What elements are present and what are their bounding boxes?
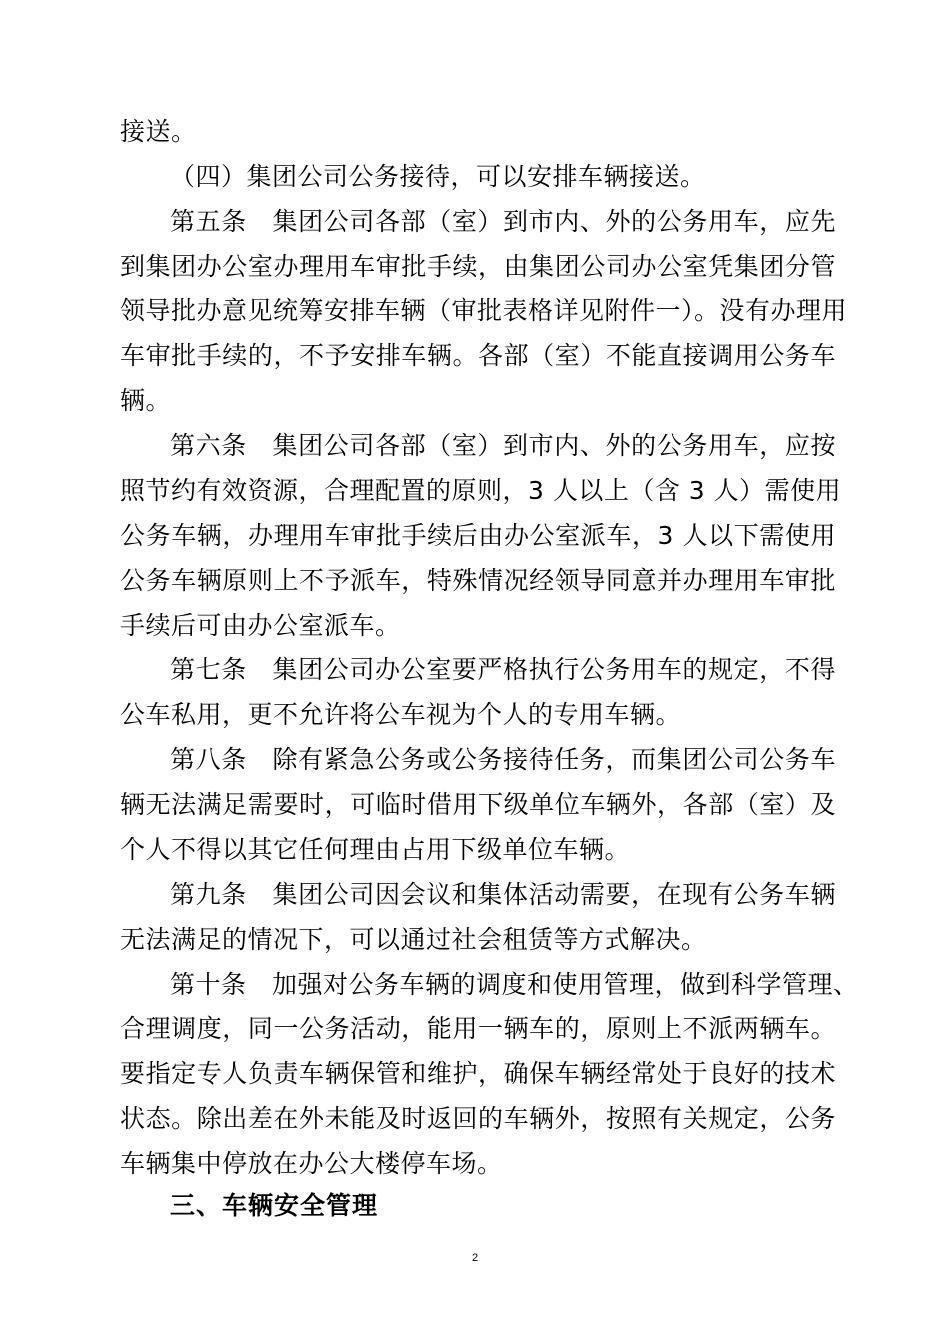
text-line: （四）集团公司公务接待，可以安排车辆接送。 [170, 162, 706, 191]
text-line: 公车私用，更不允许将公车视为个人的专用车辆。 [120, 700, 682, 729]
page-number: 2 [471, 1252, 479, 1264]
text-line: 照节约有效资源，合理配置的原则，3 人以上（含 3 人）需使用 [120, 476, 842, 505]
text-line: 到集团办公室办理用车审批手续，由集团公司办公室凭集团分管 [120, 252, 836, 281]
text-line: 车辆集中停放在办公大楼停车场。 [120, 1149, 503, 1178]
text-line: 第十条 加强对公务车辆的调度和使用管理，做到科学管理、 [170, 970, 859, 999]
text-line: 公务车辆原则上不予派车，特殊情况经领导同意并办理用车审批 [120, 566, 836, 595]
text-line: 公务车辆，办理用车审批手续后由办公室派车，3 人以下需使用 [120, 521, 836, 550]
text-line: 领导批办意见统筹安排车辆（审批表格详见附件一）。没有办理用 [120, 296, 848, 325]
text-line: 辆无法满足需要时，可临时借用下级单位车辆外，各部（室）及 [120, 790, 836, 819]
text-line: 手续后可由办公室派车。 [120, 611, 401, 640]
text-line: 辆。 [120, 386, 172, 415]
text-line: 合理调度，同一公务活动，能用一辆车的，原则上不派两辆车。 [120, 1014, 836, 1043]
text-line: 无法满足的情况下，可以通过社会租赁等方式解决。 [120, 925, 707, 954]
text-line: 第七条 集团公司办公室要严格执行公务用车的规定，不得 [170, 655, 836, 684]
text-line: 第九条 集团公司因会议和集体活动需要，在现有公务车辆 [170, 880, 836, 909]
text-line: 要指定专人负责车辆保管和维护，确保车辆经常处于良好的技术 [120, 1059, 836, 1088]
text-line: 车审批手续的，不予安排车辆。各部（室）不能直接调用公务车 [120, 341, 836, 370]
text-line: 第六条 集团公司各部（室）到市内、外的公务用车，应按 [170, 431, 836, 460]
section-heading: 三、车辆安全管理 [170, 1191, 379, 1220]
text-line: 第五条 集团公司各部（室）到市内、外的公务用车，应先 [170, 207, 836, 236]
text-line: 状态。除出差在外未能及时返回的车辆外，按照有关规定，公务 [120, 1104, 836, 1133]
text-line: 第八条 除有紧急公务或公务接待任务，而集团公司公务车 [170, 745, 836, 774]
text-line: 接送。 [120, 117, 197, 146]
text-line: 个人不得以其它任何理由占用下级单位车辆。 [120, 835, 631, 864]
